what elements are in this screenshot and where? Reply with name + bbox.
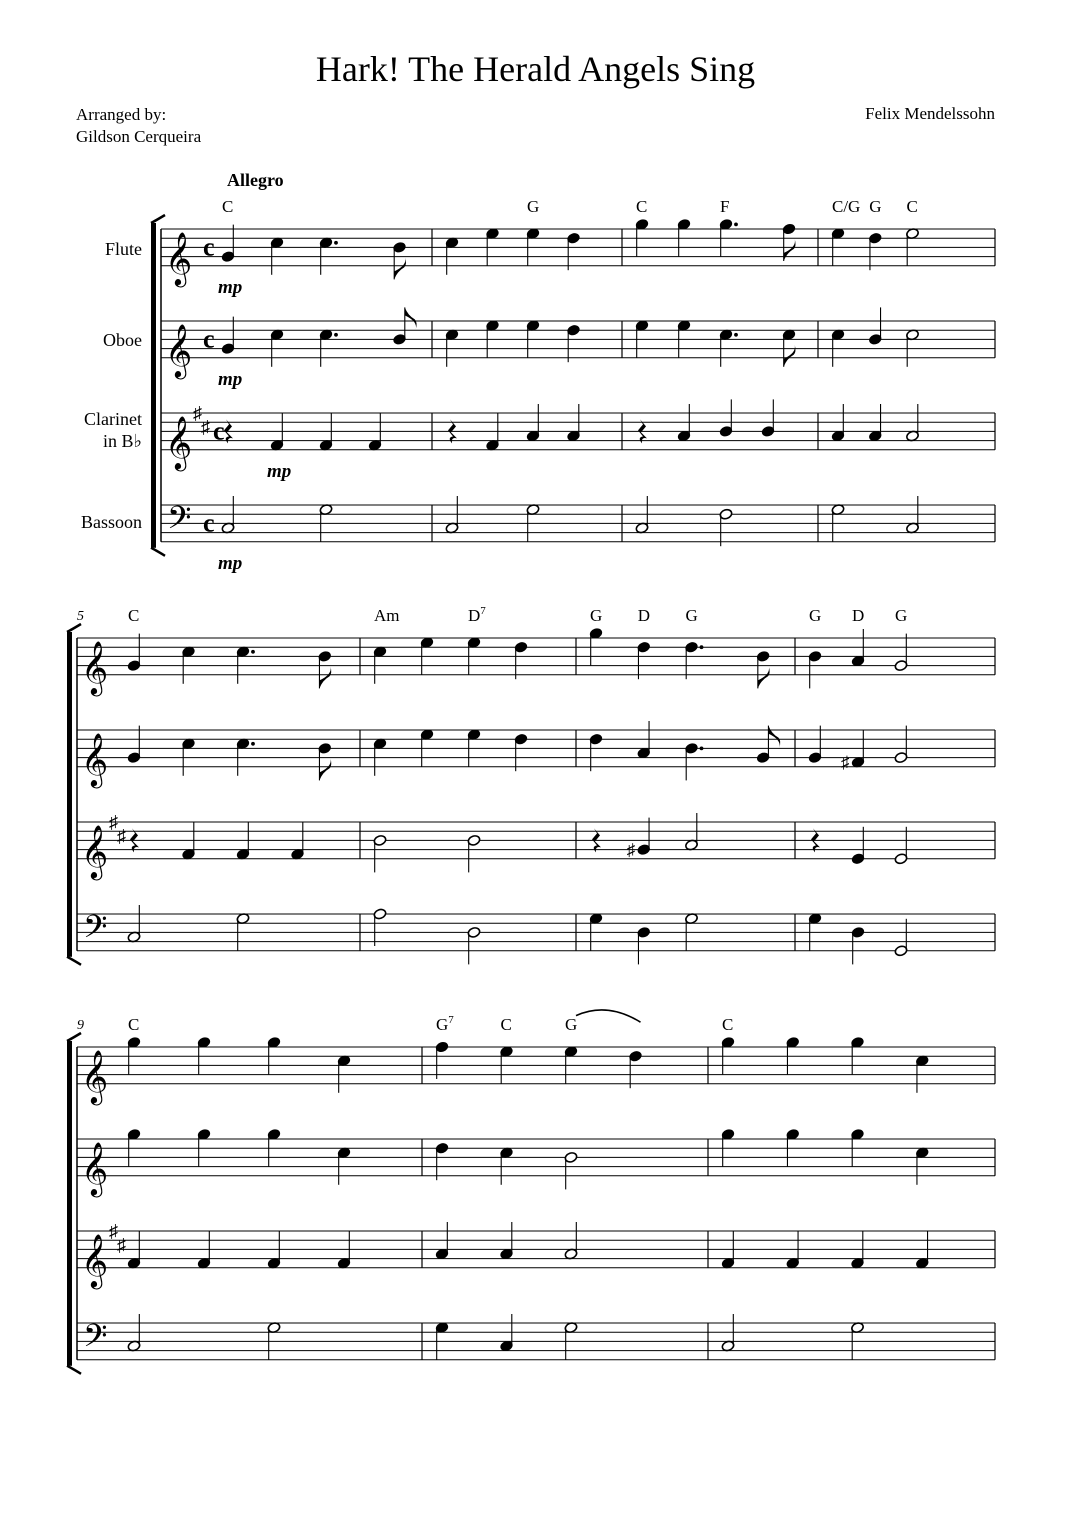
treble-clef-icon: 𝄞 bbox=[81, 1234, 109, 1286]
dynamic-marking: mp bbox=[218, 552, 243, 574]
chord-symbol: C bbox=[128, 1015, 140, 1034]
common-time-icon: c bbox=[203, 324, 215, 354]
chord-symbol: G bbox=[869, 197, 882, 216]
composer-credit: Felix Mendelssohn bbox=[865, 104, 995, 123]
treble-clef-icon: 𝄞 bbox=[165, 416, 193, 468]
eighth-flag bbox=[405, 307, 417, 329]
chord-symbol: C bbox=[636, 197, 648, 216]
eighth-flag bbox=[768, 726, 780, 748]
bracket-hook bbox=[151, 548, 165, 556]
treble-clef-icon: 𝄞 bbox=[165, 324, 193, 376]
arranger-name: Gildson Cerqueira bbox=[76, 127, 202, 146]
augmentation-dot bbox=[251, 650, 255, 654]
chord-symbol: G bbox=[685, 606, 698, 625]
chord-symbol: G bbox=[590, 606, 603, 625]
system-bracket bbox=[151, 223, 156, 548]
bass-clef-icon: 𝄢 bbox=[83, 1319, 108, 1362]
sharp-key-icon: ♯ bbox=[117, 825, 126, 846]
system-bracket bbox=[67, 1041, 72, 1366]
treble-clef-icon: 𝄞 bbox=[81, 733, 109, 785]
sharp-accidental-icon: ♯ bbox=[626, 840, 636, 860]
sharp-key-icon: ♯ bbox=[201, 416, 210, 437]
score-title: Hark! The Herald Angels Sing bbox=[315, 49, 756, 89]
measure-number: 5 bbox=[77, 609, 84, 624]
common-time-icon: c bbox=[203, 232, 215, 262]
sharp-key-icon: ♯ bbox=[193, 403, 202, 423]
treble-clef-icon: 𝄞 bbox=[165, 232, 193, 284]
instrument-label-clarinet-line1: Clarinet bbox=[84, 409, 142, 429]
instrument-label-flute: Flute bbox=[104, 239, 142, 259]
system-bracket bbox=[67, 632, 72, 957]
chord-symbol: G bbox=[895, 606, 908, 625]
bracket-hook bbox=[67, 624, 81, 632]
chord-extension: 7 bbox=[448, 1014, 454, 1026]
dynamic-marking: mp bbox=[218, 276, 243, 298]
eighth-flag bbox=[394, 257, 406, 279]
sharp-accidental-icon: ♯ bbox=[841, 753, 850, 773]
common-time-icon: c bbox=[203, 508, 215, 538]
chord-symbol: G bbox=[809, 606, 822, 625]
dynamic-marking: mp bbox=[218, 368, 243, 390]
chord-symbol: C bbox=[722, 1015, 734, 1034]
bracket-hook bbox=[67, 1366, 81, 1374]
chord-symbol: C bbox=[906, 197, 918, 216]
augmentation-dot bbox=[334, 333, 338, 337]
chord-symbol: C/G bbox=[832, 197, 861, 216]
chord-symbol: C bbox=[500, 1015, 512, 1034]
chord-symbol: D bbox=[637, 606, 651, 625]
chord-symbol: G bbox=[527, 197, 540, 216]
bracket-hook bbox=[67, 957, 81, 965]
augmentation-dot bbox=[700, 747, 704, 751]
eighth-flag bbox=[784, 345, 796, 367]
instrument-label-clarinet-line2: in B♭ bbox=[103, 431, 142, 451]
chord-extension: 7 bbox=[480, 605, 486, 617]
augmentation-dot bbox=[700, 645, 704, 649]
bracket-hook bbox=[67, 1033, 81, 1041]
sharp-key-icon: ♯ bbox=[117, 1234, 126, 1255]
sharp-key-icon: ♯ bbox=[109, 1221, 118, 1241]
chord-symbol: C bbox=[128, 606, 140, 625]
bass-clef-icon: 𝄢 bbox=[83, 910, 108, 953]
augmentation-dot bbox=[251, 742, 255, 746]
eighth-flag bbox=[319, 666, 331, 688]
augmentation-dot bbox=[734, 333, 738, 337]
chord-symbol: $G^7$ bbox=[436, 1014, 454, 1034]
instrument-label-bassoon: Bassoon bbox=[80, 512, 142, 532]
treble-clef-icon: 𝄞 bbox=[81, 1050, 109, 1102]
dynamic-marking: mp bbox=[267, 460, 292, 482]
common-time-icon: c bbox=[213, 416, 225, 446]
eighth-flag bbox=[319, 758, 331, 780]
treble-clef-icon: 𝄞 bbox=[81, 825, 109, 877]
eighth-flag bbox=[758, 666, 770, 688]
chord-symbol: F bbox=[720, 197, 730, 216]
sharp-key-icon: ♯ bbox=[109, 812, 118, 832]
bass-clef-icon: 𝄢 bbox=[167, 501, 192, 544]
measure-number: 9 bbox=[77, 1018, 84, 1033]
augmentation-dot bbox=[334, 241, 338, 245]
bracket-hook bbox=[151, 215, 165, 223]
treble-clef-icon: 𝄞 bbox=[81, 1142, 109, 1194]
treble-clef-icon: 𝄞 bbox=[81, 641, 109, 693]
chord-symbol: G bbox=[565, 1015, 578, 1034]
slur bbox=[576, 1010, 641, 1022]
chord-symbol: C bbox=[222, 197, 234, 216]
instrument-label-oboe: Oboe bbox=[103, 330, 142, 350]
arranger-label: Arranged by: bbox=[76, 105, 167, 124]
tempo-marking: Allegro bbox=[227, 170, 284, 190]
eighth-flag bbox=[784, 239, 796, 261]
chord-symbol: Am bbox=[374, 606, 400, 625]
chord-symbol: $D^7$ bbox=[468, 605, 486, 625]
chord-symbol: D bbox=[852, 606, 865, 625]
augmentation-dot bbox=[734, 223, 738, 227]
